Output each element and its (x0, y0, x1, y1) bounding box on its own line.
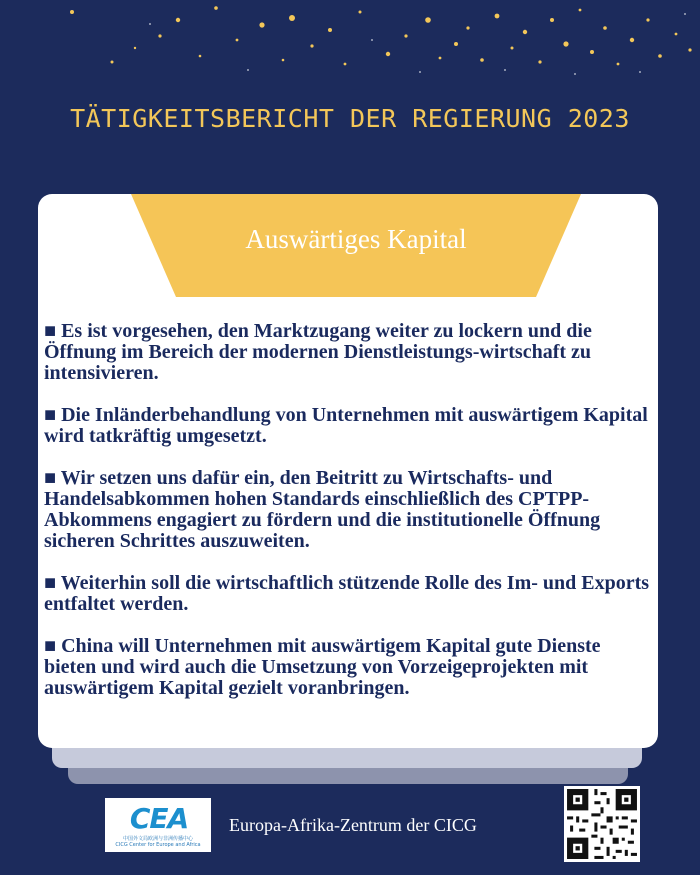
qr-code-graphic (564, 786, 640, 862)
paragraph-item (44, 321, 656, 384)
qr-code-icon (564, 786, 640, 862)
paragraph-item (44, 636, 656, 699)
paragraph-item (44, 468, 656, 552)
paragraph-text: Wir setzen uns dafür ein, den Beitritt zu Wirtschafts- und Handelsabkommen hohen Standards einschließlich des CPTPP-Abkommens engagiert zu fördern und die institutionelle Öffnung sicheren Schrittes auszuweiten. (44, 467, 601, 552)
bullet-square-icon: ■ (44, 635, 57, 657)
paragraph-list (44, 321, 656, 720)
paragraph-item (44, 405, 656, 447)
sparkle-decoration (0, 0, 700, 90)
page-title: TÄTIGKEITSBERICHT DER REGIERUNG 2023 (70, 104, 630, 133)
bullet-square-icon: ■ (44, 320, 57, 342)
section-title: Auswärtiges Kapital (245, 224, 467, 254)
paragraph-text: Es ist vorgesehen, den Marktzugang weiter zu lockern und die Öffnung im Bereich der modernen Dienstleistungs-wirtschaft zu intensivieren. (44, 320, 592, 384)
content-card (38, 194, 658, 748)
paragraph-text: Weiterhin soll die wirtschaftlich stützende Rolle des Im- und Exports entfaltet werden. (44, 572, 650, 615)
logo-mark: CEA (129, 802, 189, 835)
logo-english-name: CICG Center for Europe and Africa (115, 842, 201, 848)
bullet-square-icon: ■ (44, 572, 57, 594)
paragraph-text: China will Unternehmen mit auswärtigem Kapital gute Dienste bieten und wird auch die Umsetzung von Vorzeigeprojekten mit auswärtigem Kapital gezielt voranbringen. (44, 635, 601, 699)
logo-chinese-name: 中国外文局欧洲与非洲传播中心 (122, 836, 193, 842)
cicg-logo (105, 798, 211, 852)
paragraph-text: Die Inländerbehandlung von Unternehmen mit auswärtigem Kapital wird tatkräftig umgesetzt. (44, 404, 648, 447)
organization-name: Europa-Afrika-Zentrum der CICG (229, 815, 477, 835)
bullet-square-icon: ■ (44, 467, 57, 489)
paragraph-item (44, 573, 656, 615)
bullet-square-icon: ■ (44, 404, 57, 426)
